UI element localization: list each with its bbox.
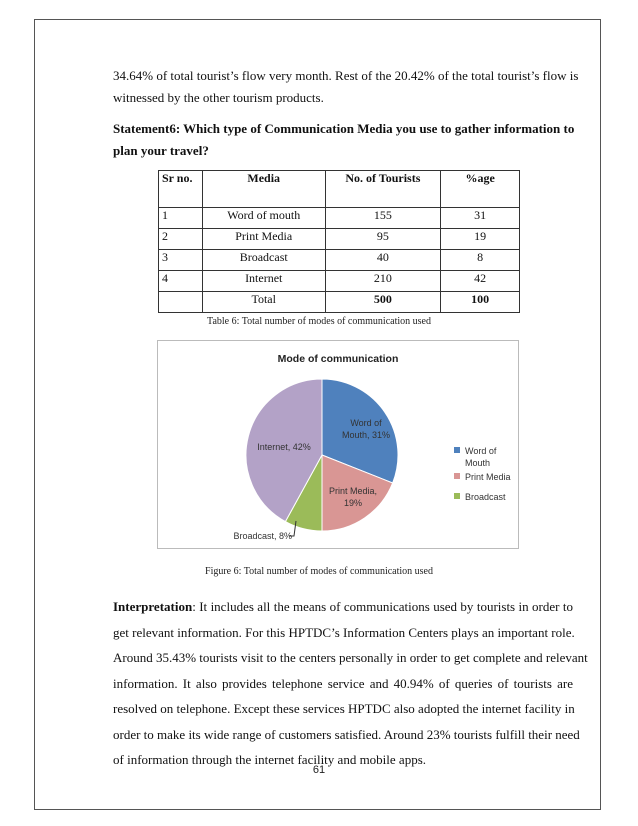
interpretation-line: resolved on telephone. Except these services HPTDC also adopted the internet facility in [113,701,575,716]
table-cell: 1 [159,208,203,229]
slice-label: Broadcast, 8% [233,531,292,541]
table-cell: Internet [202,271,325,292]
table-cell: 3 [159,250,203,271]
legend-swatch [454,447,460,453]
table-header: %age [441,171,520,208]
table-cell: 500 [325,292,441,313]
legend-label: Broadcast [465,492,506,502]
paragraph-line: witnessed by the other tourism products. [113,90,324,105]
table-row [159,250,520,271]
table-cell [159,292,203,313]
table-total-row [159,292,520,313]
interpretation-text: : It includes all the means of communications used by tourists in order to [192,599,573,614]
interpretation-line: Around 35.43% tourists visit to the centers personally in order to get complete and relevant [113,650,588,665]
statement-heading: Statement6: Which type of Communication Media you use to gather information to [113,121,575,136]
pie-chart [157,340,519,549]
slice-label: Internet, 42% [257,442,311,452]
table-cell: Total [202,292,325,313]
media-table [158,170,520,313]
table-header: Sr no. [159,171,203,208]
chart-title: Mode of communication [277,353,399,365]
page-number: 61 [312,764,326,776]
table-cell: 4 [159,271,203,292]
table-cell: 40 [325,250,441,271]
table-caption: Table 6: Total number of modes of communication used [207,316,431,327]
slice-label: Word of Mouth, 31% [341,418,391,440]
interpretation-line: get relevant information. For this HPTDC’s Information Centers plays an important role. [113,625,575,640]
legend-swatch [454,473,460,479]
table-cell: 19 [441,229,520,250]
table-cell: Broadcast [202,250,325,271]
paragraph-line: 34.64% of total tourist’s flow very month. Rest of the 20.42% of the total tourist’s flow is [113,68,579,83]
table-cell: 155 [325,208,441,229]
table-cell: 95 [325,229,441,250]
interpretation-line [113,599,573,615]
statement-heading: plan your travel? [113,143,209,158]
legend-label: Word of Mouth [465,446,497,468]
table-row [159,208,520,229]
table-header: No. of Tourists [325,171,441,208]
table-cell: 8 [441,250,520,271]
table-row [159,271,520,292]
interpretation-label: Interpretation [113,599,193,614]
table-cell: 2 [159,229,203,250]
table-header-row [159,171,520,208]
legend-item [454,445,516,469]
table-cell: 210 [325,271,441,292]
figure-caption: Figure 6: Total number of modes of communication used [205,566,433,577]
interpretation-line: information. It also provides telephone service and 40.94% of queries of tourists are [113,676,573,691]
table-cell: Print Media [202,229,325,250]
legend-item [454,471,516,483]
table-header: Media [202,171,325,208]
table-cell: 100 [441,292,520,313]
table-cell: Word of mouth [202,208,325,229]
slice-label: Print Media, 19% [328,486,378,508]
legend-label: Print Media [465,472,511,482]
table-row [159,229,520,250]
table-cell: 42 [441,271,520,292]
table-cell: 31 [441,208,520,229]
interpretation-line: order to make its wide range of customers satisfied. Around 23% tourists fulfill their need [113,727,580,742]
legend-item [454,491,516,503]
chart-legend [454,445,516,505]
interpretation-line: of information through the internet facility and mobile apps. [113,752,427,767]
legend-swatch [454,493,460,499]
